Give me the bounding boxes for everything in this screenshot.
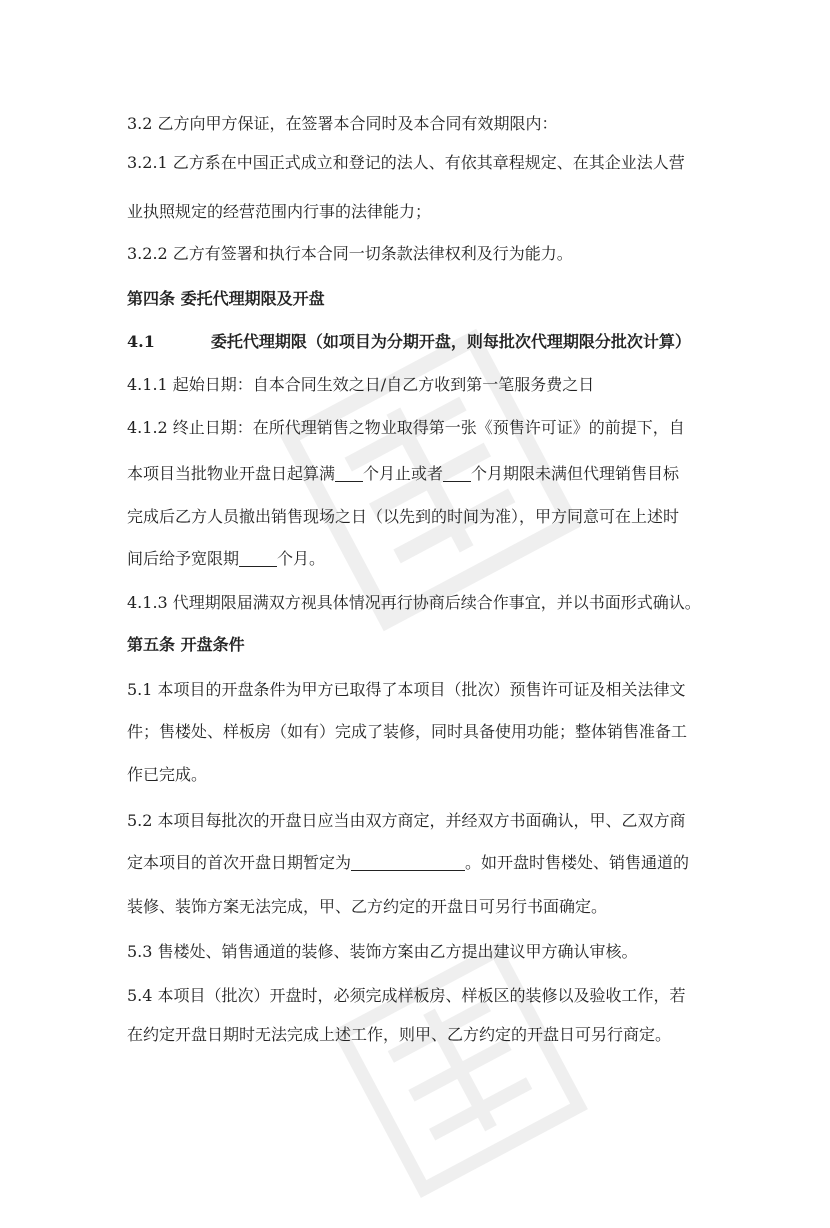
para-4-1-2-line3: 完成后乙方人员撤出销售现场之日（以先到的时间为准），甲方同意可在上述时 <box>127 507 680 526</box>
para-4-1-2-line2 <box>127 463 707 485</box>
section-heading-4: 第四条 委托代理期限及开盘 <box>127 289 325 308</box>
text-seg-b: 个月止或者 <box>363 464 444 483</box>
section-heading-5: 第五条 开盘条件 <box>127 635 245 654</box>
para-3-2: 3.2 乙方向甲方保证，在签署本合同时及本合同有效期限内： <box>127 114 558 133</box>
para-5-4-line1: 5.4 本项目（批次）开盘时，必须完成样板房、样板区的装修以及验收工作，若 <box>127 986 686 1005</box>
para-5-3: 5.3 售楼处、销售通道的装修、装饰方案由乙方提出建议甲方确认审核。 <box>127 942 638 961</box>
para-5-1-line1: 5.1 本项目的开盘条件为甲方已取得了本项目（批次）预售许可证及相关法律文 <box>127 680 686 699</box>
para-4-1-3: 4.1.3 代理期限届满双方视具体情况再行协商后续合作事宜，并以书面形式确认。 <box>127 593 701 612</box>
para-5-2-line3: 装修、装饰方案无法完成，甲、乙方约定的开盘日可另行书面确定。 <box>127 897 608 916</box>
para-5-2-line1: 5.2 本项目每批次的开盘日应当由双方商定，并经双方书面确认，甲、乙双方商 <box>127 811 686 830</box>
para-3-2-1-line1: 3.2.1 乙方系在中国正式成立和登记的法人、有依其章程规定、在其企业法人营 <box>127 153 685 172</box>
para-3-2-2: 3.2.2 乙方有签署和执行本合同一切条款法律权利及行为能力。 <box>127 244 573 263</box>
text-seg-b: 。如开盘时售楼处、销售通道的 <box>465 853 690 872</box>
text-seg-a: 定本项目的首次开盘日期暂定为 <box>127 853 352 872</box>
para-4-1-1: 4.1.1 起始日期：自本合同生效之日/自乙方收到第一笔服务费之日 <box>127 375 595 394</box>
text-seg-a: 间后给予宽限期 <box>127 549 240 568</box>
text-seg-a: 本项目当批物业开盘日起算满 <box>127 464 336 483</box>
para-4-1-2-line4 <box>127 548 707 570</box>
para-5-1-line2: 件；售楼处、样板房（如有）完成了装修，同时具备使用功能；整体销售准备工 <box>127 722 688 741</box>
para-5-1-line3: 作已完成。 <box>127 765 208 784</box>
para-4-1-2-line1: 4.1.2 终止日期：在所代理销售之物业取得第一张《预售许可证》的前提下，自 <box>127 418 685 437</box>
text-seg-c: 个月期限未满但代理销售目标 <box>471 464 680 483</box>
blank-months-2 <box>443 465 471 482</box>
blank-months-1 <box>335 465 363 482</box>
para-5-4-line2: 在约定开盘日期时无法完成上述工作，则甲、乙方约定的开盘日可另行商定。 <box>127 1025 672 1044</box>
blank-grace-months <box>239 550 277 567</box>
text-seg-b: 个月。 <box>277 549 326 568</box>
blank-opening-date <box>351 854 465 871</box>
para-3-2-1-line2: 业执照规定的经营范围内行事的法律能力； <box>127 202 432 221</box>
para-5-2-line2 <box>127 852 707 874</box>
clause-4-1-number: 4.1 <box>127 332 155 351</box>
clause-4-1-heading <box>127 331 707 353</box>
clause-4-1-title: 委托代理期限（如项目为分期开盘，则每批次代理期限分批次计算） <box>210 332 691 351</box>
